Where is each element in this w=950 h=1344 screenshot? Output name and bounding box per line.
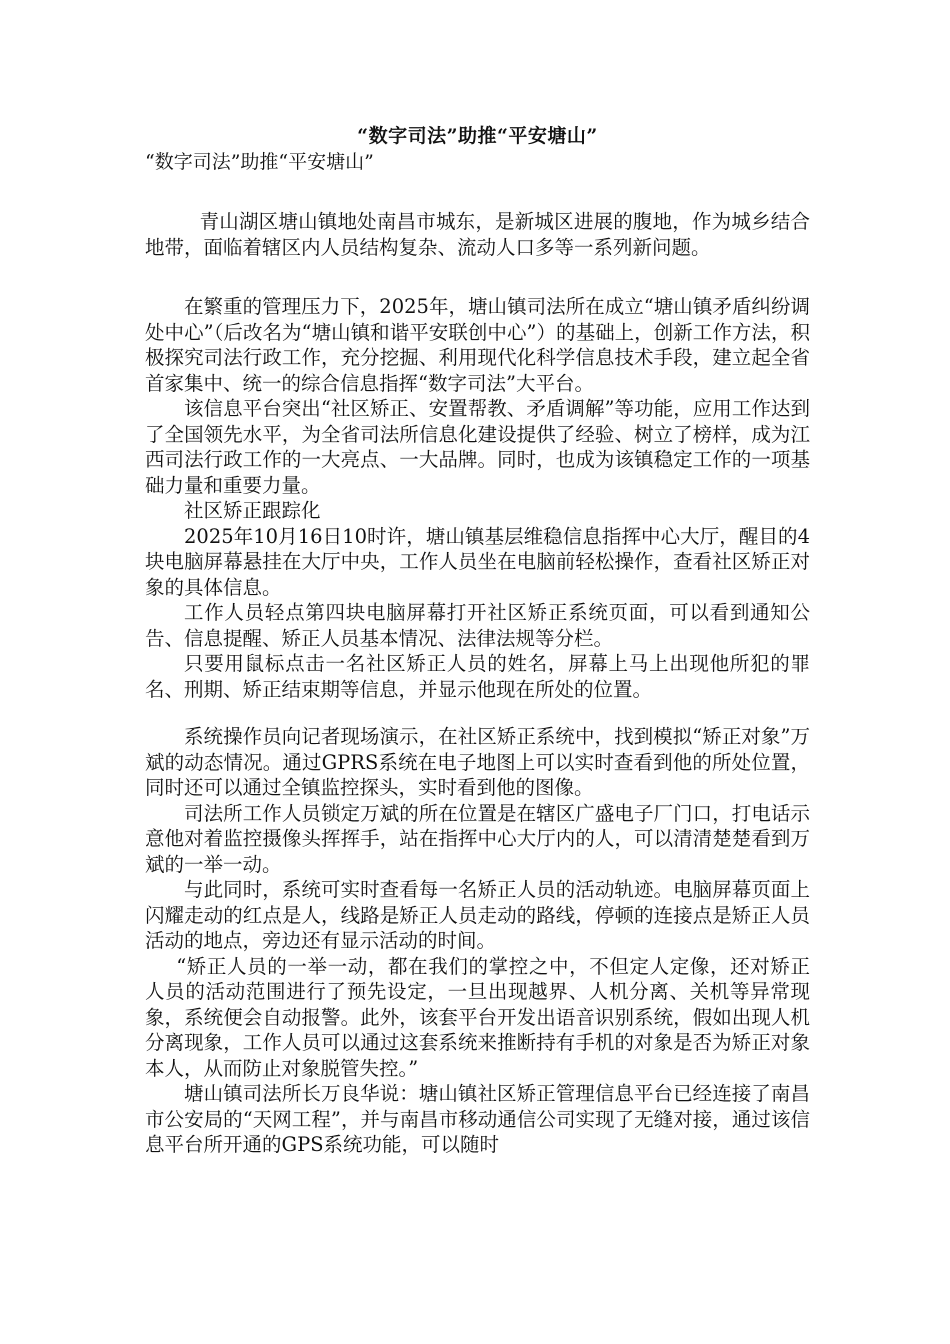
document-title: “数字司法”助推“平安塘山”	[357, 125, 598, 147]
paragraph: 青山湖区塘山镇地处南昌市城东，是新城区进展的腹地，作为城乡结合地带，面临着辖区内人员结构复杂、流动人口多等一系列新问题。	[145, 210, 810, 259]
paragraph: 该信息平台突出“社区矫正、安置帮教、矛盾调解”等功能，应用工作达到了全国领先水平，为全省司法所信息化建设提供了经验、树立了榜样，成为江西司法行政工作的一大亮点、一大品牌。同时，也成为该镇稳定工作的一项基础力量和重要力量。	[145, 397, 810, 497]
section-heading: 社区矫正跟踪化	[184, 499, 321, 522]
paragraph: 工作人员轻点第四块电脑屏幕打开社区矫正系统页面，可以看到通知公告、信息提醒、矫正人员基本情况、法律法规等分栏。	[145, 601, 810, 650]
paragraph: 司法所工作人员锁定万斌的所在位置是在辖区广盛电子厂门口，打电话示意他对着监控摄像头挥挥手，站在指挥中心大厅内的人，可以清清楚楚看到万斌的一举一动。	[145, 801, 810, 876]
spacer	[145, 260, 810, 294]
paragraph: 系统操作员向记者现场演示，在社区矫正系统中，找到模拟“矫正对象”万斌的动态情况。通过GPRS系统在电子地图上可以实时查看到他的所处位置，同时还可以通过全镇监控探头，实时看到他的图像。	[145, 725, 810, 799]
quote-paragraph: “矫正人员的一举一动，都在我们的掌控之中，不但定人定像，还对矫正人员的活动范围进行了预先设定，一旦出现越界、人机分离、关机等异常现象，系统便会自动报警。此外，该套平台开发出语音识别系统，假如出现人机分离现象，工作人员可以通过这套系统来推断持有手机的对象是否为矫正对象本人，从而防止对象脱管失控。”	[145, 954, 810, 1080]
spacer	[145, 702, 810, 724]
paragraph: 与此同时，系统可实时查看每一名矫正人员的活动轨迹。电脑屏幕页面上闪耀走动的红点是人，线路是矫正人员走动的路线，停顿的连接点是矫正人员活动的地点，旁边还有显示活动的时间。	[145, 878, 810, 952]
paragraph: 塘山镇司法所长万良华说：塘山镇社区矫正管理信息平台已经连接了南昌市公安局的“天网工程”，并与南昌市移动通信公司实现了无缝对接，通过该信息平台所开通的GPS系统功能，可以随时	[145, 1082, 810, 1156]
paragraph: 只要用鼠标点击一名社区矫正人员的姓名，屏幕上马上出现他所犯的罪名、刑期、矫正结束期等信息，并显示他现在所处的位置。	[145, 652, 810, 701]
spacer	[145, 175, 810, 209]
paragraph: 2025年10月16日10时许，塘山镇基层维稳信息指挥中心大厅，醒目的4块电脑屏幕悬挂在大厅中央，工作人员坐在电脑前轻松操作，查看社区矫正对象的具体信息。	[145, 524, 810, 599]
document-body	[145, 122, 810, 1158]
document-subtitle: “数字司法”助推“平安塘山”	[145, 151, 374, 173]
paragraph: 在繁重的管理压力下，2025年，塘山镇司法所在成立“塘山镇矛盾纠纷调处中心”（后改名为“塘山镇和谐平安联创中心”）的基础上，创新工作方法，积极探究司法行政工作，充分挖掘、利用现代化科学信息技术手段，建立起全省首家集中、统一的综合信息指挥“数字司法”大平台。	[145, 295, 810, 395]
